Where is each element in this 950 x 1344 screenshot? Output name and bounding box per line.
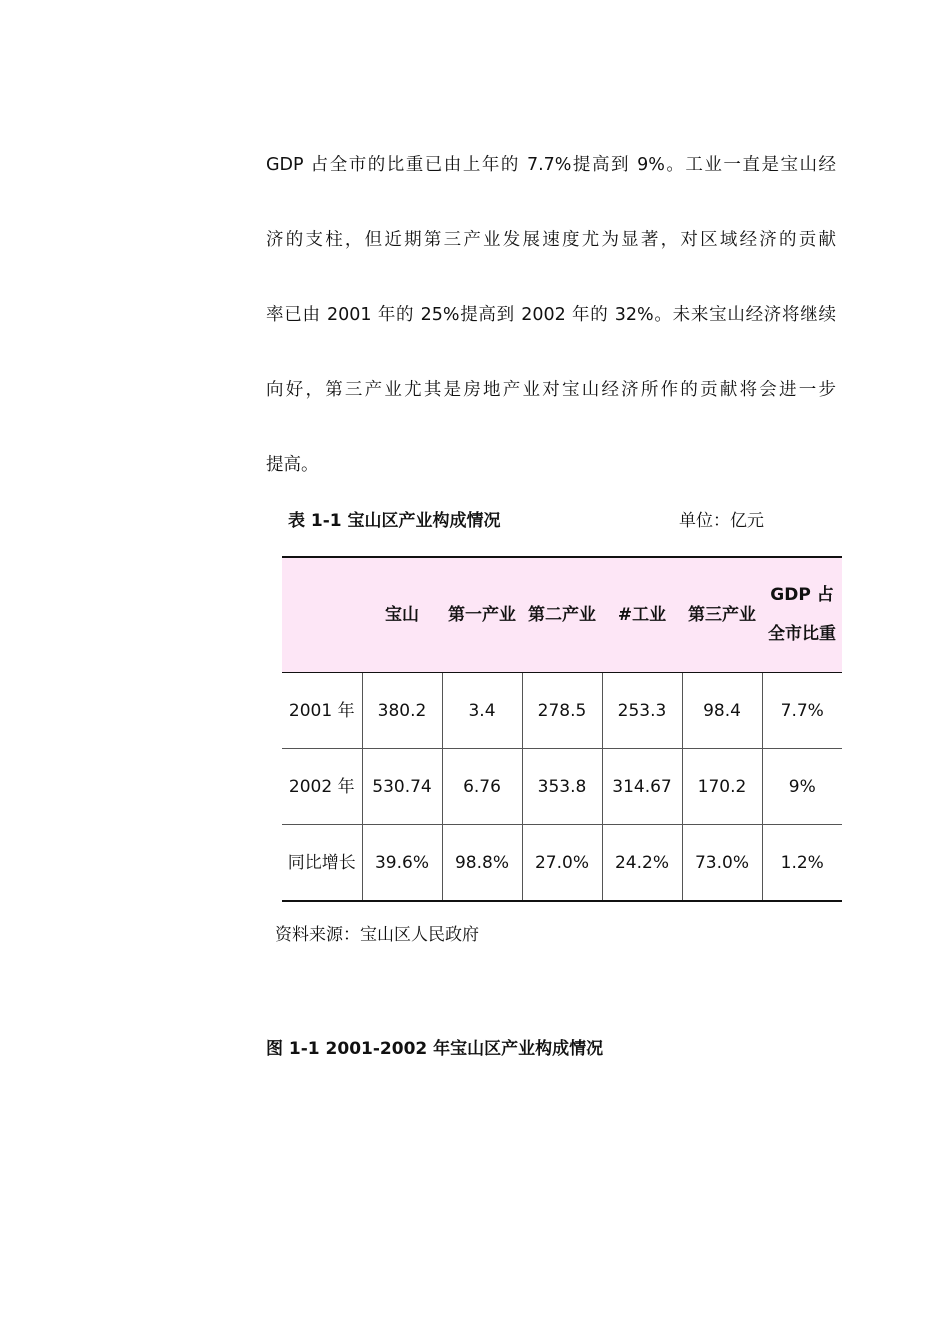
table-header-row	[282, 557, 842, 673]
table-cell: 73.0%	[682, 825, 762, 902]
header-cell: 宝山	[362, 557, 442, 673]
table-cell: 9%	[762, 749, 842, 825]
header-cell: #工业	[602, 557, 682, 673]
paragraph-line: GDP 占全市的比重已由上年的 7.7%提高到 9%。工业一直是宝山经	[266, 155, 836, 175]
table-cell: 314.67	[602, 749, 682, 825]
header-cell	[282, 557, 362, 673]
row-label-cell: 同比增长	[282, 825, 362, 902]
header-cell: 第二产业	[522, 557, 602, 673]
body-paragraph	[266, 128, 836, 503]
table-source-note: 资料来源：宝山区人民政府	[275, 925, 479, 945]
table-cell: 39.6%	[362, 825, 442, 902]
paragraph-line: 向好，第三产业尤其是房地产业对宝山经济所作的贡献将会进一步	[266, 380, 836, 400]
table-caption: 表 1-1 宝山区产业构成情况	[288, 511, 501, 531]
table-cell: 530.74	[362, 749, 442, 825]
table-cell: 253.3	[602, 673, 682, 749]
table-row	[282, 825, 842, 902]
table-cell: 7.7%	[762, 673, 842, 749]
paragraph-line: 提高。	[266, 455, 319, 475]
table-cell: 6.76	[442, 749, 522, 825]
table-cell: 98.4	[682, 673, 762, 749]
table-cell: 353.8	[522, 749, 602, 825]
table-cell: 24.2%	[602, 825, 682, 902]
table-cell: 170.2	[682, 749, 762, 825]
header-cell: GDP 占全市比重	[762, 557, 842, 673]
paragraph-line: 济的支柱，但近期第三产业发展速度尤为显著，对区域经济的贡献	[266, 230, 836, 250]
table-cell: 3.4	[442, 673, 522, 749]
table-cell: 380.2	[362, 673, 442, 749]
table-cell: 1.2%	[762, 825, 842, 902]
row-label-cell: 2001 年	[282, 673, 362, 749]
table-cell: 27.0%	[522, 825, 602, 902]
table-unit: 单位：亿元	[679, 511, 764, 531]
row-label-cell: 2002 年	[282, 749, 362, 825]
paragraph-line: 率已由 2001 年的 25%提高到 2002 年的 32%。未来宝山经济将继续	[266, 305, 836, 325]
table-row	[282, 749, 842, 825]
table-cell: 278.5	[522, 673, 602, 749]
figure-caption: 图 1-1 2001-2002 年宝山区产业构成情况	[266, 1039, 604, 1059]
header-cell: 第一产业	[442, 557, 522, 673]
header-cell: 第三产业	[682, 557, 762, 673]
table-row	[282, 673, 842, 749]
table-cell: 98.8%	[442, 825, 522, 902]
industry-structure-table	[282, 556, 842, 902]
